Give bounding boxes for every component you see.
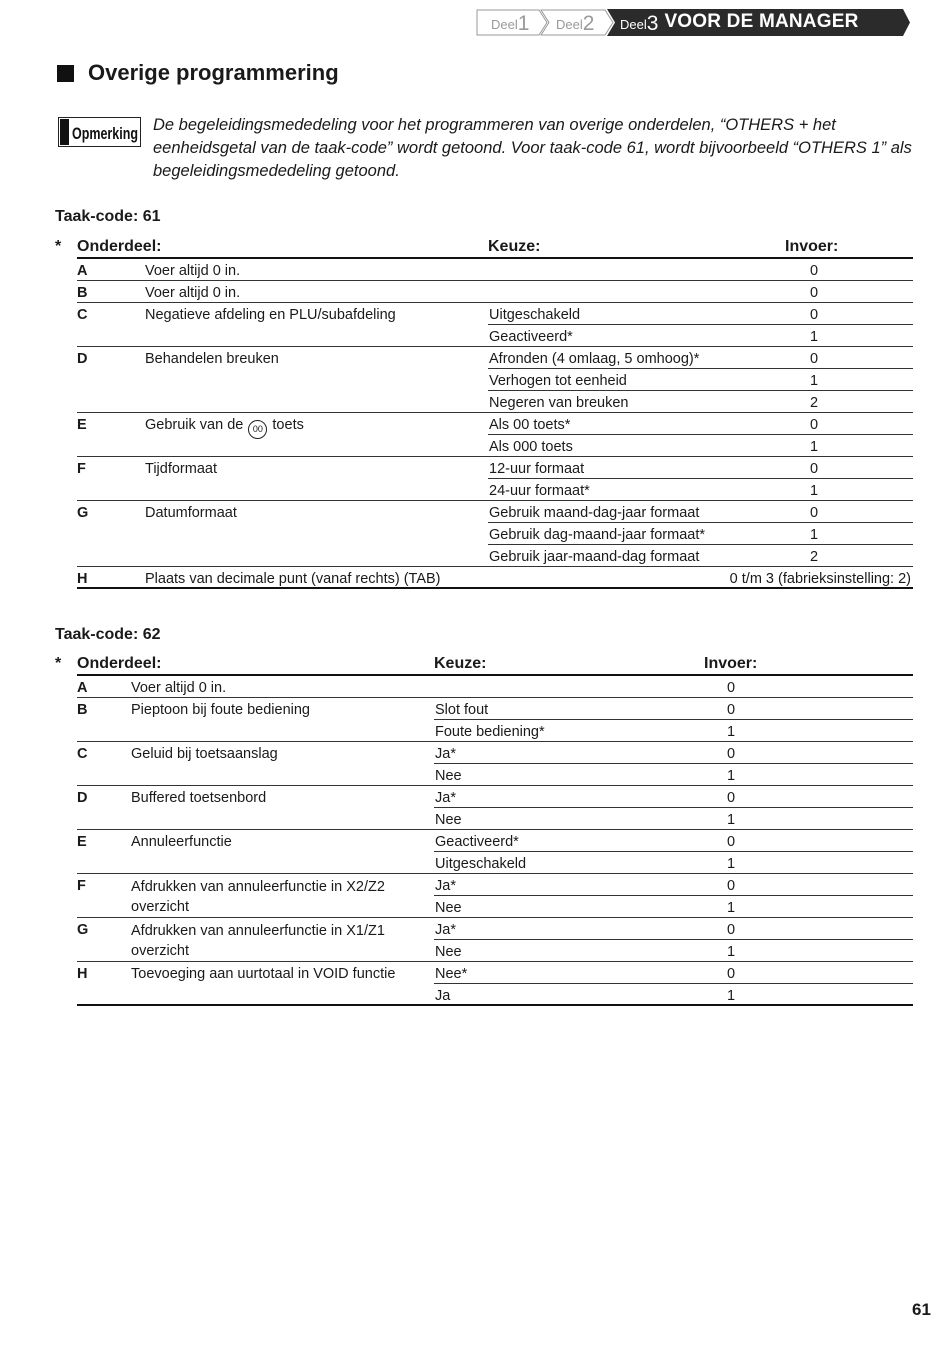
option-row xyxy=(55,501,913,523)
option-row xyxy=(55,479,913,501)
input-value: 1 xyxy=(810,329,819,345)
tab-deel-2: Deel 2 xyxy=(556,12,595,35)
input-value: 0 xyxy=(810,417,819,433)
section-heading xyxy=(57,60,339,86)
input-value: 0 xyxy=(810,505,819,521)
page-title: Overige programmering xyxy=(88,60,339,85)
description-line: Afdrukken van annuleerfunctie in X2/Z2 xyxy=(131,879,385,895)
row-description: Negatieve afdeling en PLU/subafdeling xyxy=(145,307,396,323)
choice-text: 24-uur formaat* xyxy=(489,483,590,499)
section-title: VOOR DE MANAGER xyxy=(664,11,859,32)
option-row xyxy=(55,742,913,764)
option-row xyxy=(55,786,913,808)
table-row xyxy=(55,259,913,281)
row-description: Plaats van decimale punt (vanaf rechts) (TAB) xyxy=(145,571,441,587)
choice-text: Afronden (4 omlaag, 5 omhoog)* xyxy=(489,351,700,367)
option-row xyxy=(55,259,913,281)
header-input: Invoer: xyxy=(785,238,839,255)
option-row xyxy=(55,369,913,391)
header-choice: Keuze: xyxy=(434,655,487,672)
row-description: Voer altijd 0 in. xyxy=(145,263,241,279)
table-row xyxy=(55,786,913,830)
input-value: 1 xyxy=(727,944,736,960)
table-header xyxy=(55,653,913,676)
table-row xyxy=(55,347,913,413)
row-description: Tijdformaat xyxy=(145,461,217,477)
note-badge-label: Opmerking xyxy=(72,124,138,143)
table-row xyxy=(55,698,913,742)
option-row xyxy=(55,808,913,830)
row-letter: C xyxy=(77,746,88,762)
input-value: 0 xyxy=(810,307,819,323)
option-row xyxy=(55,457,913,479)
choice-text: Nee xyxy=(435,900,462,916)
input-value: 1 xyxy=(810,373,819,389)
page-number: 61 xyxy=(912,1300,931,1319)
input-range: 0 t/m 3 (fabrieksinstelling: 2) xyxy=(729,571,911,587)
table-row xyxy=(55,567,913,589)
choice-text: Slot fout xyxy=(435,702,489,718)
description-line: Afdrukken van annuleerfunctie in X1/Z1 xyxy=(131,923,385,939)
row-description: Behandelen breuken xyxy=(145,351,279,367)
header-item: Onderdeel: xyxy=(77,238,162,255)
row-description: Datumformaat xyxy=(145,505,237,521)
choice-text: Als 00 toets* xyxy=(489,417,571,433)
input-value: 0 xyxy=(727,878,736,894)
option-row xyxy=(55,830,913,852)
choice-text: Nee* xyxy=(435,966,468,982)
task-61-table xyxy=(55,236,913,589)
description-text: Gebruik van de xyxy=(145,417,244,433)
header-item: Onderdeel: xyxy=(77,655,162,672)
row-letter: A xyxy=(77,263,88,279)
tab-deel-1: Deel 1 xyxy=(491,12,530,35)
option-row xyxy=(55,698,913,720)
row-letter: H xyxy=(77,571,88,587)
row-description: Toevoeging aan uurtotaal in VOID functie xyxy=(131,966,396,982)
table-row xyxy=(55,962,913,1006)
option-row xyxy=(55,567,913,589)
option-row xyxy=(55,347,913,369)
row-description: Buffered toetsenbord xyxy=(131,790,267,806)
input-value: 1 xyxy=(810,483,819,499)
choice-text: 12-uur formaat xyxy=(489,461,585,477)
table-header xyxy=(55,236,913,259)
table-row xyxy=(55,918,913,962)
row-letter: B xyxy=(77,285,88,301)
choice-text: Ja* xyxy=(435,922,456,938)
task-62-title: Taak-code: 62 xyxy=(55,626,161,643)
option-row xyxy=(55,896,913,918)
row-letter: E xyxy=(77,834,87,850)
input-value: 1 xyxy=(727,724,736,740)
row-letter: G xyxy=(77,922,89,938)
option-row xyxy=(55,962,913,984)
note-badge xyxy=(58,117,141,147)
input-value: 0 xyxy=(727,680,736,696)
input-value: 1 xyxy=(727,856,736,872)
input-value: 0 xyxy=(727,834,736,850)
input-value: 1 xyxy=(727,900,736,916)
choice-text: Nee xyxy=(435,812,462,828)
option-row xyxy=(55,523,913,545)
asterisk-marker: * xyxy=(55,655,62,672)
choice-text: Ja* xyxy=(435,790,456,806)
description-line: overzicht xyxy=(131,899,190,915)
description-line: overzicht xyxy=(131,943,190,959)
choice-text: Ja* xyxy=(435,746,456,762)
row-description: Annuleerfunctie xyxy=(131,834,232,850)
row-letter: H xyxy=(77,966,88,982)
choice-text: Negeren van breuken xyxy=(489,395,629,411)
row-letter: G xyxy=(77,505,89,521)
choice-text: Gebruik dag-maand-jaar formaat* xyxy=(489,527,705,543)
row-letter: F xyxy=(77,461,86,477)
option-row xyxy=(55,984,913,1006)
row-letter: F xyxy=(77,878,86,894)
bullet-square-icon xyxy=(57,65,74,82)
choice-text: Gebruik maand-dag-jaar formaat xyxy=(489,505,700,521)
row-letter: A xyxy=(77,680,88,696)
option-row xyxy=(55,391,913,413)
option-row xyxy=(55,435,913,457)
input-value: 0 xyxy=(727,790,736,806)
option-row xyxy=(55,303,913,325)
table-row xyxy=(55,281,913,303)
option-row xyxy=(55,720,913,742)
key-00-icon: 00 xyxy=(248,420,267,439)
row-letter: E xyxy=(77,417,87,433)
row-description: Geluid bij toetsaanslag xyxy=(131,746,278,762)
input-value: 2 xyxy=(810,549,819,565)
description-text: toets xyxy=(272,417,304,433)
note-text: De begeleidingsmededeling voor het programmeren van overige onderdelen, “OTHERS + het eenheidsgetal van de taak-code” wordt getoond. Voor taak-code 61, wordt bijvoorbeeld “OTHERS 1” als begeleidingsmededeling getoond. xyxy=(153,116,912,180)
row-description: Voer altijd 0 in. xyxy=(131,680,227,696)
option-row xyxy=(55,676,913,698)
input-value: 0 xyxy=(727,746,736,762)
row-letter: B xyxy=(77,702,88,718)
table-row xyxy=(55,874,913,918)
choice-text: Gebruik jaar-maand-dag formaat xyxy=(489,549,700,565)
input-value: 0 xyxy=(810,263,819,279)
choice-text: Ja xyxy=(435,988,451,1004)
table-row xyxy=(55,830,913,874)
choice-text: Uitgeschakeld xyxy=(489,307,581,323)
input-value: 1 xyxy=(727,768,736,784)
choice-text: Geactiveerd* xyxy=(435,834,519,850)
row-description: Pieptoon bij foute bediening xyxy=(131,702,310,718)
input-value: 0 xyxy=(727,966,736,982)
input-value: 1 xyxy=(810,527,819,543)
choice-text: Foute bediening* xyxy=(435,724,545,740)
table-row xyxy=(55,457,913,501)
input-value: 0 xyxy=(810,285,819,301)
header-choice: Keuze: xyxy=(488,238,541,255)
row-letter: D xyxy=(77,351,88,367)
option-row xyxy=(55,413,913,435)
input-value: 1 xyxy=(727,988,736,1004)
choice-text: Nee xyxy=(435,768,462,784)
option-row xyxy=(55,281,913,303)
task-62-table xyxy=(55,653,913,1006)
input-value: 2 xyxy=(810,395,819,411)
input-value: 0 xyxy=(727,922,736,938)
asterisk-marker: * xyxy=(55,238,62,255)
option-row xyxy=(55,764,913,786)
task-61-title: Taak-code: 61 xyxy=(55,208,161,225)
option-row xyxy=(55,545,913,567)
table-row xyxy=(55,676,913,698)
table-row xyxy=(55,742,913,786)
input-value: 0 xyxy=(810,461,819,477)
row-letter: C xyxy=(77,307,88,323)
row-letter: D xyxy=(77,790,88,806)
choice-text: Nee xyxy=(435,944,462,960)
input-value: 1 xyxy=(810,439,819,455)
choice-text: Als 000 toets xyxy=(489,439,573,455)
choice-text: Verhogen tot eenheid xyxy=(489,373,627,389)
input-value: 0 xyxy=(810,351,819,367)
table-row xyxy=(55,303,913,347)
choice-text: Uitgeschakeld xyxy=(435,856,527,872)
input-value: 0 xyxy=(727,702,736,718)
input-value: 1 xyxy=(727,812,736,828)
choice-text: Ja* xyxy=(435,878,456,894)
header-input: Invoer: xyxy=(704,655,758,672)
option-row xyxy=(55,325,913,347)
tab-deel-3: Deel 3 VOOR DE MANAGER xyxy=(620,11,859,35)
table-row xyxy=(55,413,913,457)
choice-text: Geactiveerd* xyxy=(489,329,573,345)
option-row xyxy=(55,940,913,962)
table-row xyxy=(55,501,913,567)
part-tabs xyxy=(477,9,910,36)
row-description: Voer altijd 0 in. xyxy=(145,285,241,301)
option-row xyxy=(55,852,913,874)
